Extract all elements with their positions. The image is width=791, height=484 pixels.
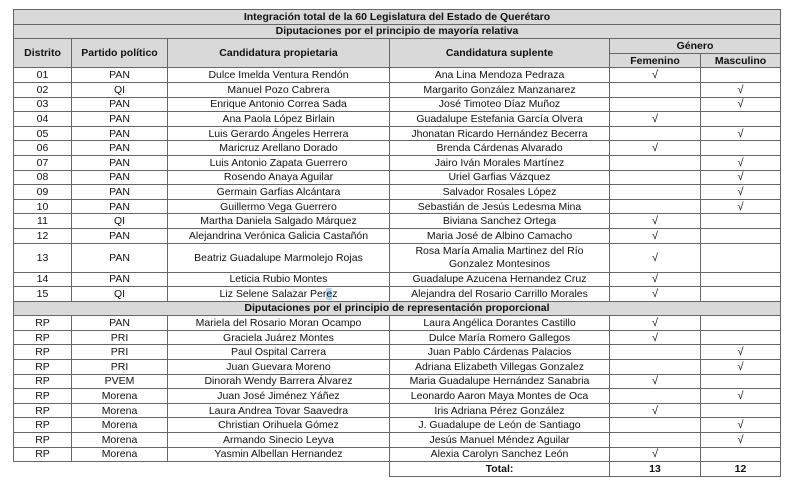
cell-partido: PAN	[72, 316, 168, 331]
cell-distrito: 09	[14, 185, 72, 200]
cell-propietaria: Christian Orihuela Gómez	[168, 418, 390, 433]
cell-suplente: Jhonatan Ricardo Hernández Becerra	[390, 126, 610, 141]
cell-propietaria: Armando Sinecio Leyva	[168, 433, 390, 448]
cell-masculino-check: √	[701, 185, 781, 200]
cell-partido: QI	[72, 214, 168, 229]
totals-spacer	[14, 462, 390, 477]
table-row	[14, 287, 781, 302]
cell-partido: PRI	[72, 330, 168, 345]
cell-distrito: 07	[14, 155, 72, 170]
cell-masculino-check	[701, 243, 781, 272]
cell-distrito: 05	[14, 126, 72, 141]
cell-suplente: Salvador Rosales López	[390, 185, 610, 200]
cell-masculino-check	[701, 316, 781, 331]
cell-suplente: Guadalupe Azucena Hernandez Cruz	[390, 272, 610, 287]
cell-partido: PAN	[72, 199, 168, 214]
cell-femenino-check: √	[610, 141, 701, 156]
cell-distrito: 03	[14, 97, 72, 112]
cell-femenino-check	[610, 345, 701, 360]
cell-suplente: Laura Angélica Dorantes Castillo	[390, 316, 610, 331]
cell-suplente: Guadalupe Estefania García Olvera	[390, 112, 610, 127]
cell-distrito: RP	[14, 374, 72, 389]
cell-suplente: Uriel Garfias Vázquez	[390, 170, 610, 185]
table-row	[14, 433, 781, 448]
cell-suplente: Alexia Carolyn Sanchez León	[390, 447, 610, 462]
cell-propietaria: Yasmin Albellan Hernandez	[168, 447, 390, 462]
table-row	[14, 272, 781, 287]
cell-distrito: 12	[14, 228, 72, 243]
column-header-genero: Género	[610, 39, 781, 54]
section-heading-representacion-proporcional: Diputaciones por el principio de representación proporcional	[14, 301, 781, 316]
cell-masculino-check	[701, 447, 781, 462]
cell-distrito: 10	[14, 199, 72, 214]
cell-propietaria: Maricruz Arellano Dorado	[168, 141, 390, 156]
cell-masculino-check	[701, 374, 781, 389]
cell-femenino-check: √	[610, 316, 701, 331]
cell-partido: PAN	[72, 228, 168, 243]
cell-distrito: 04	[14, 112, 72, 127]
cell-suplente: Maria José de Albino Camacho	[390, 228, 610, 243]
cell-distrito: RP	[14, 330, 72, 345]
cell-distrito: 14	[14, 272, 72, 287]
cell-femenino-check: √	[610, 228, 701, 243]
cell-propietaria: Guillermo Vega Guerrero	[168, 199, 390, 214]
cell-partido: Morena	[72, 389, 168, 404]
cell-propietaria: Dulce Imelda Ventura Rendón	[168, 68, 390, 83]
table-row	[14, 403, 781, 418]
cell-partido: Morena	[72, 447, 168, 462]
cell-masculino-check: √	[701, 418, 781, 433]
cell-masculino-check	[701, 272, 781, 287]
cell-suplente: Brenda Cárdenas Alvarado	[390, 141, 610, 156]
cell-partido: PAN	[72, 170, 168, 185]
cell-distrito: RP	[14, 403, 72, 418]
table-row	[14, 214, 781, 229]
table-row	[14, 360, 781, 375]
cell-suplente: Adriana Elizabeth Villegas Gonzalez	[390, 360, 610, 375]
cell-distrito: 15	[14, 287, 72, 302]
cell-suplente: Jesús Manuel Méndez Aguilar	[390, 433, 610, 448]
cell-femenino-check: √	[610, 272, 701, 287]
cell-suplente: Sebastián de Jesús Ledesma Mina	[390, 199, 610, 214]
cell-propietaria: Leticia Rubio Montes	[168, 272, 390, 287]
cell-femenino-check	[610, 199, 701, 214]
cell-femenino-check	[610, 433, 701, 448]
cell-femenino-check: √	[610, 287, 701, 302]
table-row	[14, 185, 781, 200]
cell-suplente: Iris Adriana Pérez González	[390, 403, 610, 418]
cell-suplente: Maria Guadalupe Hernández Sanabria	[390, 374, 610, 389]
legislature-table	[13, 9, 781, 477]
table-row	[14, 112, 781, 127]
legislature-table-container	[13, 9, 780, 477]
cell-distrito: 01	[14, 68, 72, 83]
cell-distrito: RP	[14, 389, 72, 404]
table-row	[14, 68, 781, 83]
cell-propietaria: Graciela Juárez Montes	[168, 330, 390, 345]
cell-partido: PAN	[72, 126, 168, 141]
cell-propietaria[interactable]	[168, 287, 390, 302]
table-row	[14, 330, 781, 345]
cell-masculino-check	[701, 228, 781, 243]
cell-masculino-check: √	[701, 126, 781, 141]
table-row	[14, 141, 781, 156]
cell-partido: PAN	[72, 68, 168, 83]
cell-distrito: RP	[14, 447, 72, 462]
cell-partido: PAN	[72, 141, 168, 156]
cell-propietaria: Juan Guevara Moreno	[168, 360, 390, 375]
cell-femenino-check: √	[610, 403, 701, 418]
cell-suplente: Leonardo Aaron Maya Montes de Oca	[390, 389, 610, 404]
cell-partido: PAN	[72, 185, 168, 200]
cell-masculino-check: √	[701, 345, 781, 360]
cell-distrito: RP	[14, 316, 72, 331]
cell-femenino-check	[610, 185, 701, 200]
cell-suplente: Biviana Sanchez Ortega	[390, 214, 610, 229]
cell-distrito: 11	[14, 214, 72, 229]
column-header-partido: Partido político	[72, 39, 168, 68]
cell-masculino-check: √	[701, 155, 781, 170]
table-row	[14, 155, 781, 170]
cell-propietaria: Luis Gerardo Ángeles Herrera	[168, 126, 390, 141]
cell-propietaria: Alejandrina Verónica Galicia Castañón	[168, 228, 390, 243]
cell-femenino-check: √	[610, 330, 701, 345]
column-header-femenino: Femenino	[610, 53, 701, 68]
table-row	[14, 126, 781, 141]
column-header-suplente: Candidatura suplente	[390, 39, 610, 68]
cell-partido: PAN	[72, 97, 168, 112]
cell-partido: Morena	[72, 403, 168, 418]
table-row	[14, 82, 781, 97]
table-row	[14, 418, 781, 433]
table-row	[14, 97, 781, 112]
text-before-selection: Liz Selene Salazar Per	[219, 287, 327, 300]
cell-propietaria: Enrique Antonio Correa Sada	[168, 97, 390, 112]
cell-femenino-check: √	[610, 243, 701, 272]
table-row	[14, 389, 781, 404]
cell-femenino-check: √	[610, 68, 701, 83]
cell-suplente: Dulce María Romero Gallegos	[390, 330, 610, 345]
cell-femenino-check	[610, 155, 701, 170]
cell-masculino-check: √	[701, 360, 781, 375]
cell-masculino-check: √	[701, 199, 781, 214]
cell-propietaria: Luis Antonio Zapata Guerrero	[168, 155, 390, 170]
cell-femenino-check: √	[610, 112, 701, 127]
cell-femenino-check: √	[610, 447, 701, 462]
totals-label: Total:	[390, 462, 610, 477]
column-header-distrito: Distrito	[14, 39, 72, 68]
cell-suplente: José Timoteo Díaz Muñoz	[390, 97, 610, 112]
table-row	[14, 199, 781, 214]
cell-distrito: RP	[14, 360, 72, 375]
cell-masculino-check: √	[701, 389, 781, 404]
cell-suplente: Rosa María Amalia Martinez del Río Gonzalez Montesinos	[390, 243, 610, 272]
cell-suplente: Ana Lina Mendoza Pedraza	[390, 68, 610, 83]
cell-femenino-check: √	[610, 374, 701, 389]
text-after-selection: z	[332, 287, 338, 300]
cell-masculino-check: √	[701, 97, 781, 112]
cell-propietaria: Ana Paola López Birlain	[168, 112, 390, 127]
cell-propietaria: Germain Garfias Alcántara	[168, 185, 390, 200]
cell-partido: PAN	[72, 243, 168, 272]
cell-propietaria: Laura Andrea Tovar Saavedra	[168, 403, 390, 418]
cell-partido: Morena	[72, 433, 168, 448]
cell-partido: PVEM	[72, 374, 168, 389]
cell-femenino-check	[610, 170, 701, 185]
cell-distrito: 02	[14, 82, 72, 97]
totals-row	[14, 462, 781, 477]
cell-distrito: RP	[14, 433, 72, 448]
cell-distrito: RP	[14, 418, 72, 433]
table-row	[14, 345, 781, 360]
cell-suplente: Jairo Iván Morales Martínez	[390, 155, 610, 170]
cell-masculino-check: √	[701, 433, 781, 448]
cell-masculino-check	[701, 68, 781, 83]
cell-partido: PAN	[72, 155, 168, 170]
column-header-masculino: Masculino	[701, 53, 781, 68]
cell-femenino-check	[610, 97, 701, 112]
cell-masculino-check	[701, 141, 781, 156]
cell-propietaria: Martha Daniela Salgado Márquez	[168, 214, 390, 229]
cell-femenino-check: √	[610, 214, 701, 229]
cell-suplente: Alejandra del Rosario Carrillo Morales	[390, 287, 610, 302]
cell-propietaria: Beatriz Guadalupe Marmolejo Rojas	[168, 243, 390, 272]
cell-suplente: Margarito González Manzanarez	[390, 82, 610, 97]
cell-masculino-check	[701, 403, 781, 418]
total-femenino: 13	[610, 462, 701, 477]
cell-propietaria: Juan José Jiménez Yáñez	[168, 389, 390, 404]
table-row	[14, 447, 781, 462]
cell-femenino-check	[610, 126, 701, 141]
section-heading-mayoria-relativa: Diputaciones por el principio de mayoría relativa	[14, 24, 781, 39]
table-row	[14, 374, 781, 389]
cell-masculino-check: √	[701, 170, 781, 185]
cell-distrito: RP	[14, 345, 72, 360]
cell-femenino-check	[610, 418, 701, 433]
cell-femenino-check	[610, 360, 701, 375]
cell-distrito: 13	[14, 243, 72, 272]
table-row	[14, 243, 781, 272]
cell-partido: PAN	[72, 112, 168, 127]
cell-masculino-check: √	[701, 82, 781, 97]
cell-suplente: J. Guadalupe de León de Santiago	[390, 418, 610, 433]
cell-partido: PRI	[72, 360, 168, 375]
cell-propietaria: Dinorah Wendy Barrera Álvarez	[168, 374, 390, 389]
cell-femenino-check	[610, 389, 701, 404]
text-selection-highlight: e	[326, 287, 333, 300]
cell-partido: QI	[72, 82, 168, 97]
cell-femenino-check	[610, 82, 701, 97]
cell-masculino-check	[701, 214, 781, 229]
cell-partido: QI	[72, 287, 168, 302]
cell-masculino-check	[701, 112, 781, 127]
cell-suplente: Juan Pablo Cárdenas Palacios	[390, 345, 610, 360]
cell-distrito: 08	[14, 170, 72, 185]
cell-propietaria: Rosendo Anaya Aguilar	[168, 170, 390, 185]
column-header-propietaria: Candidatura propietaria	[168, 39, 390, 68]
table-title: Integración total de la 60 Legislatura del Estado de Querétaro	[14, 10, 781, 25]
cell-partido: Morena	[72, 418, 168, 433]
total-masculino: 12	[701, 462, 781, 477]
cell-propietaria: Paul Ospital Carrera	[168, 345, 390, 360]
cell-propietaria: Manuel Pozo Cabrera	[168, 82, 390, 97]
table-row	[14, 228, 781, 243]
cell-propietaria: Mariela del Rosario Moran Ocampo	[168, 316, 390, 331]
cell-masculino-check	[701, 330, 781, 345]
cell-distrito: 06	[14, 141, 72, 156]
table-row	[14, 170, 781, 185]
cell-partido: PAN	[72, 272, 168, 287]
cell-partido: PRI	[72, 345, 168, 360]
cell-masculino-check	[701, 287, 781, 302]
table-row	[14, 316, 781, 331]
